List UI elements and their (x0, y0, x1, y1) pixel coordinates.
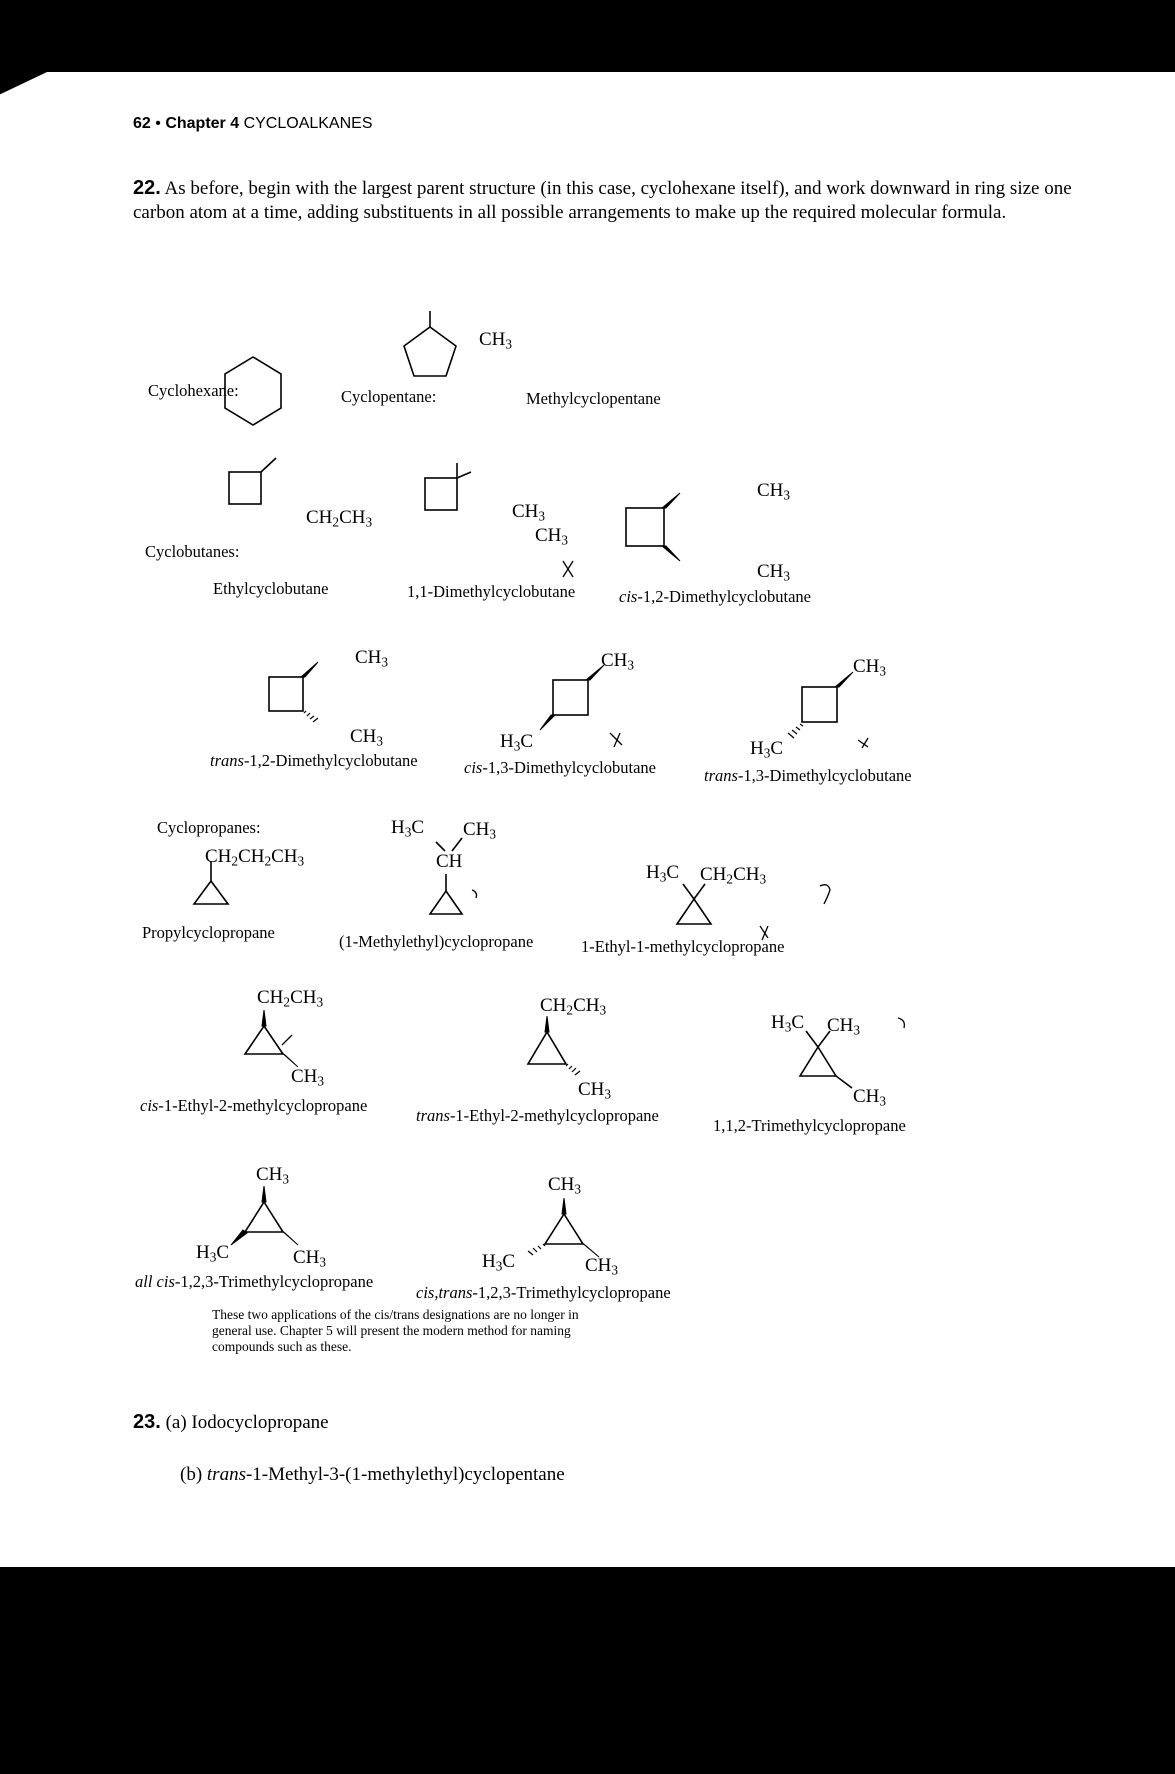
wedge-bond (835, 672, 853, 687)
group-ch3: $CH_3$ (293, 1247, 327, 1270)
wedge-bond (281, 1052, 298, 1067)
label-propylcyclopropane: Propylcyclopropane (142, 923, 275, 942)
ethyl-bond (261, 458, 276, 472)
group-h3c: $H_3C$ (482, 1251, 516, 1274)
group-ch3: $CH_3$ (291, 1066, 325, 1089)
label-allcis: all cis-1,2,3-Trimethylcyclopropane (135, 1272, 374, 1291)
handwritten-marks (282, 561, 904, 1045)
label-ethylcyclobutane: Ethylcyclobutane (213, 579, 329, 598)
wedge-bond (301, 662, 318, 677)
group-ch3: $CH_3$ (355, 647, 389, 670)
group-ch3: $CH_3$ (757, 561, 791, 584)
group-h3c: $H_3C$ (391, 817, 425, 840)
transEM-ring (528, 1032, 566, 1064)
wedge-bond (281, 1230, 298, 1245)
group-ch3: $CH_3$ (463, 819, 497, 842)
group-ch2ch2ch3: $CH_2CH_2CH_3$ (205, 846, 305, 869)
label-trans12: trans-1,2-Dimethylcyclobutane (210, 751, 418, 770)
group-ch3: $CH_3$ (757, 480, 791, 503)
hashed-bond (788, 724, 803, 738)
group-ch3: $CH_3$ (827, 1015, 861, 1038)
group-ch2ch3: $CH_2CH_3$ (700, 864, 767, 887)
group-ch3: $CH_3$ (578, 1079, 612, 1102)
group-ch: CH (436, 851, 463, 872)
chapter-title: CYCLOALKANES (243, 115, 373, 132)
wedge-bond (262, 1010, 266, 1026)
methyl-bond (683, 884, 694, 899)
label-cyclopentane: Cyclopentane: (341, 387, 437, 406)
group-h3c: $H_3C$ (646, 862, 680, 885)
trans13-ring (802, 687, 837, 722)
label-trimethyl112: 1,1,2-Trimethylcyclopropane (713, 1116, 906, 1135)
group-ch3: $CH_3$ (601, 650, 635, 673)
cis12-ring (626, 508, 664, 546)
methyl-bond (436, 842, 445, 851)
group-ch3: $CH_3$ (479, 329, 513, 352)
wedge-bond (262, 1186, 266, 1202)
wedge-bond (545, 1016, 549, 1032)
problem-23-a: 23. (a) Iodocyclopropane (133, 1411, 329, 1433)
cis13-ring (553, 680, 588, 715)
label-ethylmethylcp: 1-Ethyl-1-methylcyclopropane (581, 937, 785, 956)
wedge-bond (662, 546, 680, 561)
problem-22-number: 22. (133, 177, 161, 199)
footnote: These two applications of the cis/trans designations are no longer in general use. Chapter 5 will present the modern method for naming compounds such as these. (212, 1307, 579, 1354)
group-ch3: $CH_3$ (548, 1174, 582, 1197)
label-dimethyl11: 1,1-Dimethylcyclobutane (407, 582, 576, 601)
group-ch3: $CH_3$ (256, 1164, 290, 1187)
ethylcyclobutane-ring (229, 472, 261, 504)
group-h3c: $H_3C$ (750, 738, 784, 761)
group-h3c: $H_3C$ (500, 731, 534, 754)
label-cyclobutanes: Cyclobutanes: (145, 542, 240, 561)
hashed-bond (528, 1244, 545, 1255)
label-cistrans: cis,trans-1,2,3-Trimethylcyclopropane (416, 1283, 671, 1302)
methyl-bond (836, 1076, 852, 1088)
label-methylethylcp: (1-Methylethyl)cyclopropane (339, 932, 534, 951)
group-ch2ch3: $CH_2CH_3$ (306, 507, 373, 530)
problem-23-number: 23. (133, 1411, 161, 1433)
ethylmethyl-ring (677, 899, 711, 924)
group-ch3: $CH_3$ (350, 726, 384, 749)
propylcyclopropane-ring (194, 881, 228, 904)
chapter-label: Chapter 4 (165, 115, 240, 132)
allcis-ring (245, 1202, 283, 1232)
label-transEM: trans-1-Ethyl-2-methylcyclopropane (416, 1106, 659, 1125)
group-ch3: $CH_3$ (853, 656, 887, 679)
group-ch2ch3: $CH_2CH_3$ (540, 995, 607, 1018)
label-cis13: cis-1,3-Dimethylcyclobutane (464, 758, 656, 777)
group-ch3: $CH_3$ (853, 1086, 887, 1109)
hashed-bond (566, 1064, 580, 1075)
label-trans13: trans-1,3-Dimethylcyclobutane (704, 766, 912, 785)
methyl-bond (452, 838, 462, 851)
cyclopentane-ring (404, 327, 456, 376)
wedge-bond (231, 1230, 247, 1245)
label-cis12: cis-1,2-Dimethylcyclobutane (619, 587, 811, 606)
header-bullet: • (155, 115, 161, 132)
wedge-bond (662, 493, 680, 508)
dimethyl11-ring (425, 478, 457, 510)
trimethyl112-ring (800, 1047, 836, 1076)
group-ch2ch3: $CH_2CH_3$ (257, 987, 324, 1010)
wedge-bond (562, 1198, 566, 1214)
cistrans-ring (545, 1214, 583, 1244)
wedge-bond (540, 715, 555, 730)
methyl-bond (457, 472, 471, 478)
group-ch3: $CH_3$ (535, 525, 569, 548)
trans12-ring (269, 677, 303, 711)
hashed-bond (304, 711, 318, 722)
group-ch3: $CH_3$ (512, 501, 546, 524)
page-number: 62 (133, 115, 151, 132)
group-h3c: $H_3C$ (771, 1012, 805, 1035)
label-cyclopropanes: Cyclopropanes: (157, 818, 261, 837)
label-methylcyclopentane: Methylcyclopentane (526, 389, 661, 408)
methyl-bond (806, 1031, 818, 1047)
group-h3c: $H_3C$ (196, 1242, 230, 1265)
group-ch3: $CH_3$ (585, 1255, 619, 1278)
label-cisEM: cis-1-Ethyl-2-methylcyclopropane (140, 1096, 368, 1115)
isopropylcyclopropane-ring (430, 891, 462, 914)
label-cyclohexane: Cyclohexane: (148, 381, 239, 400)
problem-23-b: (b) trans-1-Methyl-3-(1-methylethyl)cyclopentane (180, 1464, 565, 1485)
cisEM-ring (245, 1026, 283, 1054)
problem-22-body: As before, begin with the largest parent structure (in this case, cyclohexane itself), and work downward in ring size one carbon atom at a time, adding substituents in all possible arrangements to make up the required molecular formula. (133, 178, 1072, 223)
ethyl-bond (694, 884, 705, 899)
